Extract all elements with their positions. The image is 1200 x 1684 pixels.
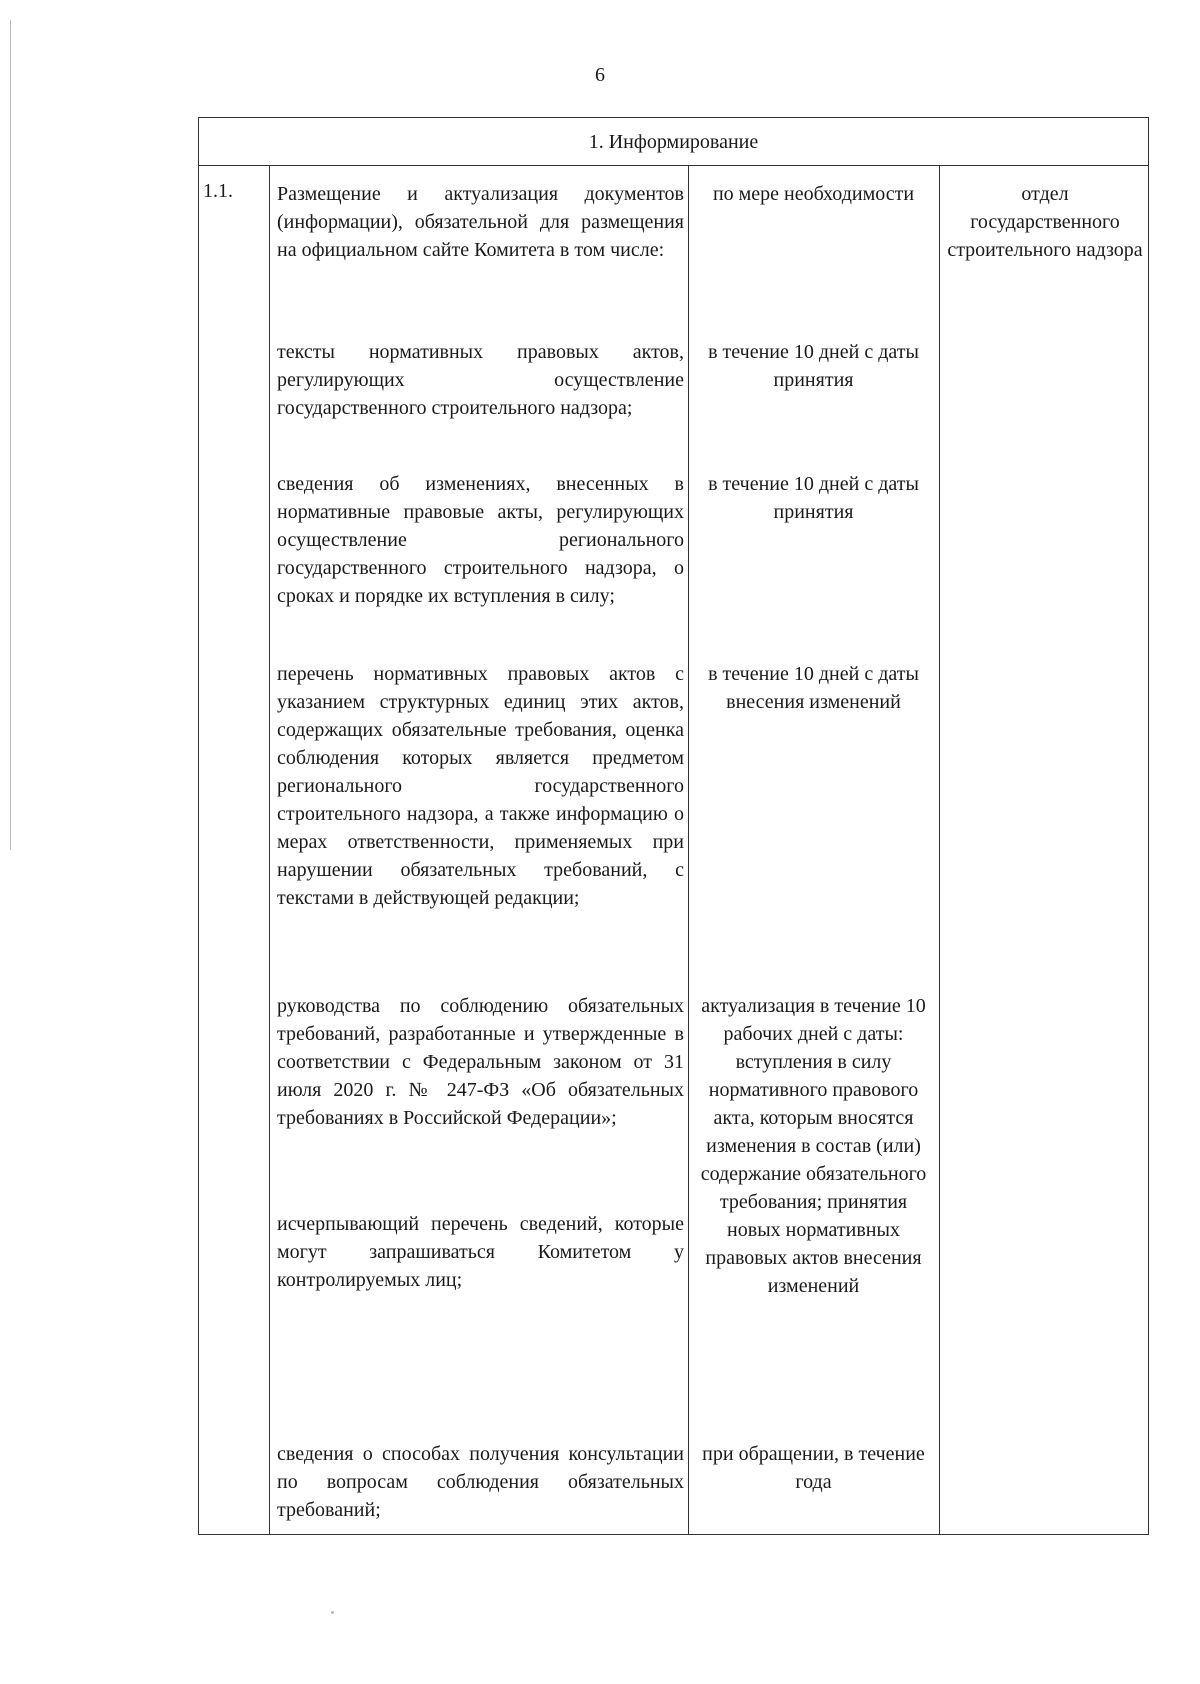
item-text: тексты нормативных правовых актов, регулирующих осуществление государственного строительного надзора; [277,341,684,419]
item-term: в течение 10 дней с даты принятия [708,473,919,523]
column-divider [939,166,940,1534]
item-term: при обращении, в течение года [702,1443,925,1493]
item-term: актуализация в течение 10 рабочих дней с даты: вступления в силу нормативного правового акта, которым вносятся изменения в состав (или) содержание обязательного требования; принятия новых нормативных правовых актов внесения изменений [700,995,927,1297]
item-term: по мере необходимости [712,183,915,205]
responsible-unit: отдел государственного строительного надзора [947,183,1143,261]
item-text: сведения об изменениях, внесенных в нормативные правовые акты, регулирующих осуществление регионального государственного строительного надзора, о сроках и порядке их вступления в силу; [277,473,684,607]
item-term: в течение 10 дней с даты внесения изменений [708,663,919,713]
item-text: исчерпывающий перечень сведений, которые могут запрашиваться Комитетом у контролируемых лиц; [277,1213,684,1291]
item-term: в течение 10 дней с даты принятия [708,341,919,391]
plan-table [198,117,1149,1535]
column-divider [688,166,689,1534]
scan-edge-mark [10,20,11,850]
column-divider [269,166,270,1534]
page-number: 6 [595,64,605,86]
scan-dot [331,1611,334,1614]
item-text: сведения о способах получения консультации по вопросам соблюдения обязательных требований; [277,1443,684,1521]
section-header: 1. Информирование [199,118,1148,166]
row-number: 1.1. [203,180,233,202]
item-text: руководства по соблюдению обязательных требований, разработанные и утвержденные в соответствии с Федеральным законом от 31 июля 2020 г. № 247-ФЗ «Об обязательных требованиях в Российской Федерации»; [277,995,684,1129]
item-text: Размещение и актуализация документов (информации), обязательной для размещения на официальном сайте Комитета в том числе: [277,183,684,261]
item-text: перечень нормативных правовых актов с указанием структурных единиц этих актов, содержащих обязательные требования, оценка соблюдения которых является предметом регионального государственного строительного надзора, а также информацию о мерах ответственности, применяемых при нарушении обязательных требований, с текстами в действующей редакции; [277,663,684,909]
